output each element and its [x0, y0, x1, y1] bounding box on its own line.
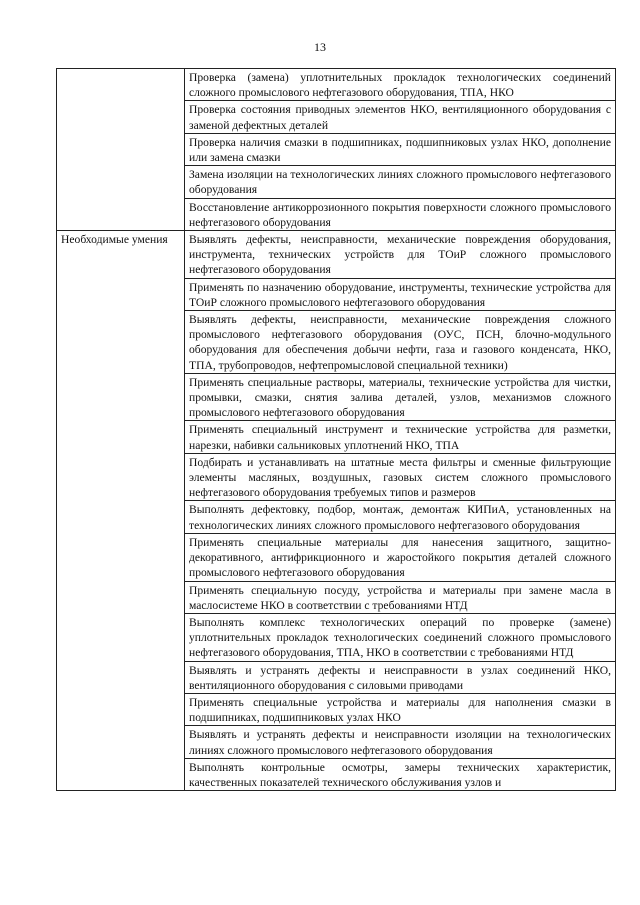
page-number: 13	[314, 40, 326, 54]
table-cell: Выявлять и устранять дефекты и неисправности изоляции на технологических линиях сложного промыслового нефтегазового оборудования	[185, 726, 616, 758]
table-cell: Восстановление антикоррозионного покрытия поверхности сложного промыслового нефтегазового оборудования	[185, 198, 616, 230]
table-cell: Выполнять контрольные осмотры, замеры технических характеристик, качественных показателей технического обслуживания узлов и	[185, 758, 616, 790]
table-cell: Выполнять комплекс технологических операций по проверке (замене) уплотнительных прокладок технологических соединений сложного промыслового нефтегазового оборудования, ТПА, НКО в соответствии с требованиями НТД	[185, 613, 616, 661]
table-cell: Выявлять дефекты, неисправности, механические повреждения сложного промыслового нефтегазового оборудования (ОУС, ПСН, блочно-модульного оборудования для обеспечения добычи нефти, газа и газового конденсата, НКО, ТПА, трубопроводов, нефтепромысловой специальной техники)	[185, 311, 616, 374]
table-cell: Проверка наличия смазки в подшипниках, подшипниковых узлах НКО, дополнение или замена смазки	[185, 133, 616, 165]
table-row	[57, 69, 616, 101]
table-cell: Применять специальную посуду, устройства и материалы при замене масла в маслосистеме НКО в соответствии с требованиями НТД	[185, 581, 616, 613]
table-cell: Применять по назначению оборудование, инструменты, технические устройства для ТОиР сложного промыслового нефтегазового оборудования	[185, 278, 616, 310]
table-cell: Выявлять и устранять дефекты и неисправности в узлах соединений НКО, вентиляционного оборудования с силовыми приводами	[185, 661, 616, 693]
empty-label-cell	[57, 69, 185, 231]
table-cell: Выявлять дефекты, неисправности, механические повреждения оборудования, инструмента, технических устройств для ТОиР сложного промыслового нефтегазового оборудования	[185, 231, 616, 279]
table-cell: Применять специальный инструмент и технические устройства для разметки, нарезки, набивки сальниковых уплотнений НКО, ТПА	[185, 421, 616, 453]
table-cell: Подбирать и устанавливать на штатные места фильтры и сменные фильтрующие элементы масляных, воздушных, газовых систем сложного промыслового нефтегазового оборудования требуемых типов и размеров	[185, 453, 616, 501]
table-cell: Замена изоляции на технологических линиях сложного промыслового нефтегазового оборудования	[185, 166, 616, 198]
skills-label: Необходимые умения	[57, 231, 185, 791]
table-cell: Выполнять дефектовку, подбор, монтаж, демонтаж КИПиА, установленных на технологических линиях сложного промыслового нефтегазового оборудования	[185, 501, 616, 533]
table-cell: Проверка состояния приводных элементов НКО, вентиляционного оборудования с заменой дефектных деталей	[185, 101, 616, 133]
table-cell: Применять специальные устройства и материалы для наполнения смазки в подшипниках, подшипниковых узлах НКО	[185, 693, 616, 725]
requirements-table	[56, 68, 616, 791]
table-cell: Применять специальные материалы для нанесения защитного, защитно-декоративного, антифрикционного и жаростойкого покрытия деталей сложного промыслового нефтегазового оборудования	[185, 533, 616, 581]
table-cell: Применять специальные растворы, материалы, технические устройства для чистки, промывки, смазки, снятия залива деталей, узлов, механизмов сложного промыслового нефтегазового оборудования	[185, 373, 616, 421]
table-row	[57, 231, 616, 279]
table-cell: Проверка (замена) уплотнительных прокладок технологических соединений сложного промыслового нефтегазового оборудования, ТПА, НКО	[185, 69, 616, 101]
